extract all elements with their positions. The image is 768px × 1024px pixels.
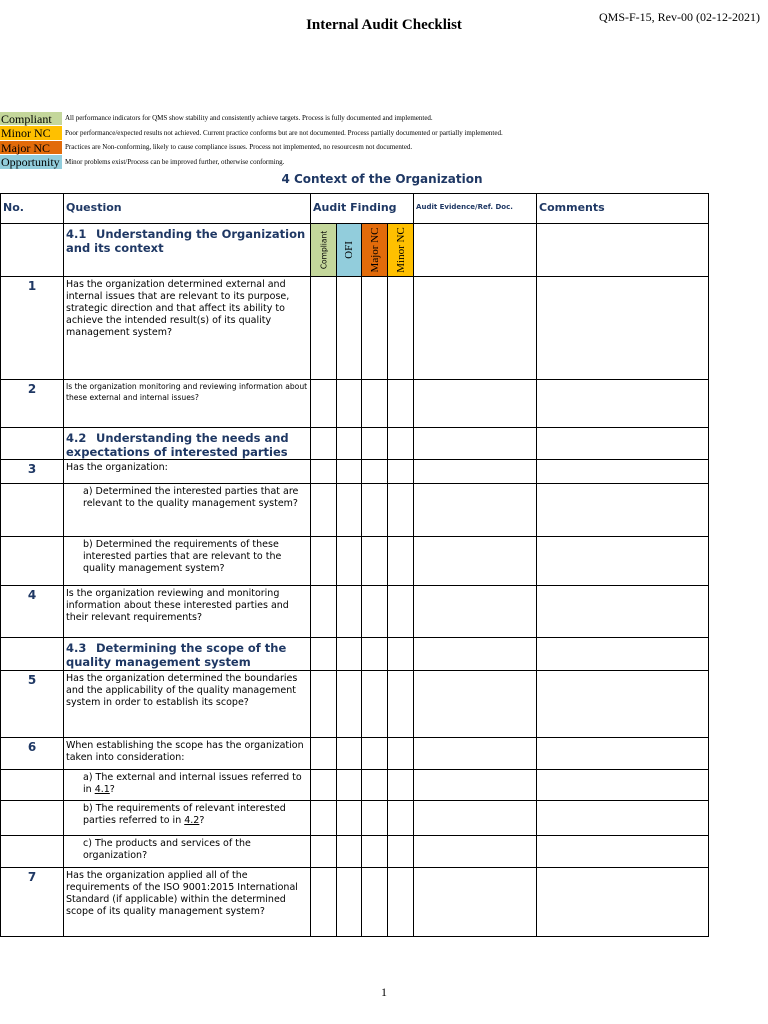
comments-cell[interactable] [537,537,709,586]
finding-cell[interactable] [362,868,388,937]
legend-desc-minor-nc: Poor performance/expected results not achieved. Current practice conforms but are not documented. Process partially documented or partially implemented. [65,128,503,137]
finding-col-compliant: Compliant [311,224,337,277]
legend-row-opportunity [0,155,740,170]
finding-cell[interactable] [311,671,337,738]
finding-cell[interactable] [311,484,337,537]
question-subitem-text: b) The requirements of relevant interested parties referred to in 4.2? [64,801,311,836]
question-number: 6 [1,738,64,770]
section-row-4-3 [1,638,709,671]
question-subitem-text: b) Determined the requirements of these interested parties that are relevant to the quality management system? [64,537,311,586]
finding-col-ofi: OFI [337,224,362,277]
finding-cell[interactable] [311,460,337,484]
section-row-4-2 [1,428,709,460]
header-question: Question [64,194,311,224]
finding-cell[interactable] [337,277,362,380]
finding-cell[interactable] [388,738,414,770]
finding-cell[interactable] [311,380,337,428]
comments-cell[interactable] [537,738,709,770]
evidence-cell[interactable] [414,836,537,868]
table-row [1,836,709,868]
legend [0,111,740,169]
finding-cell[interactable] [362,380,388,428]
finding-cell[interactable] [311,738,337,770]
question-subitem-text: a) Determined the interested parties that are relevant to the quality management system? [64,484,311,537]
evidence-cell[interactable] [414,671,537,738]
comments-cell[interactable] [537,868,709,937]
comments-cell[interactable] [537,460,709,484]
evidence-cell[interactable] [414,868,537,937]
finding-cell[interactable] [337,460,362,484]
question-number: 3 [1,460,64,484]
finding-cell[interactable] [311,537,337,586]
question-text: Has the organization applied all of the requirements of the ISO 9001:2015 International Standard (if applicable) within the determined scope of its quality management system? [64,868,311,937]
finding-cell[interactable] [311,836,337,868]
table-row [1,484,709,537]
section-heading-4-2: 4.2 Understanding the needs and expectations of interested parties [64,428,311,460]
comments-cell[interactable] [537,586,709,638]
question-subitem-text: a) The external and internal issues referred to in 4.1? [64,770,311,801]
finding-cell[interactable] [388,537,414,586]
table-row [1,537,709,586]
legend-row-minor-nc [0,126,740,141]
page-number: 1 [381,985,387,999]
finding-cell[interactable] [362,801,388,836]
legend-swatch-minor-nc: Minor NC [0,126,62,140]
header-no: No. [1,194,64,224]
question-number: 2 [1,380,64,428]
table-row [1,868,709,937]
legend-row-compliant [0,111,740,126]
finding-cell[interactable] [362,671,388,738]
section-heading-4-1: 4.1 Understanding the Organization and its context [64,224,311,277]
table-row [1,380,709,428]
table-row [1,460,709,484]
finding-cell[interactable] [362,484,388,537]
finding-cell[interactable] [362,460,388,484]
question-subitem-text: c) The products and services of the organization? [64,836,311,868]
section-title: 4 Context of the Organization [281,172,483,186]
finding-cell[interactable] [362,537,388,586]
header-audit-finding: Audit Finding [311,194,414,224]
evidence-cell[interactable] [414,537,537,586]
finding-cell[interactable] [388,484,414,537]
comments-cell[interactable] [537,836,709,868]
header-audit-evidence: Audit Evidence/Ref. Doc. [414,194,537,224]
finding-cell[interactable] [337,586,362,638]
finding-cell[interactable] [311,586,337,638]
question-text: When establishing the scope has the organization taken into consideration: [64,738,311,770]
table-row [1,770,709,801]
table-row [1,738,709,770]
finding-cell[interactable] [388,836,414,868]
evidence-cell[interactable] [414,460,537,484]
finding-cell[interactable] [337,836,362,868]
question-text: Has the organization: [64,460,311,484]
finding-cell[interactable] [337,801,362,836]
evidence-cell[interactable] [414,586,537,638]
question-text: Is the organization reviewing and monitoring information about these interested parties and their relevant requirements? [64,586,311,638]
question-number: 1 [1,277,64,380]
finding-cell[interactable] [388,868,414,937]
question-text: Has the organization determined the boundaries and the applicability of the quality management system in order to establish its scope? [64,671,311,738]
document-reference: QMS-F-15, Rev-00 (02-12-2021) [599,10,760,24]
evidence-cell[interactable] [414,277,537,380]
header-comments: Comments [537,194,709,224]
finding-cell[interactable] [388,801,414,836]
finding-cell[interactable] [337,770,362,801]
finding-cell[interactable] [337,537,362,586]
document-title: Internal Audit Checklist [306,17,462,33]
clause-reference-link[interactable]: 4.1 [94,784,110,795]
finding-cell[interactable] [362,277,388,380]
finding-col-minor-nc: Minor NC [388,224,414,277]
finding-cell[interactable] [362,770,388,801]
finding-cell[interactable] [337,738,362,770]
evidence-cell[interactable] [414,738,537,770]
finding-cell[interactable] [337,484,362,537]
finding-cell[interactable] [388,671,414,738]
legend-swatch-opportunity: Opportunity [0,155,62,169]
finding-cell[interactable] [311,801,337,836]
finding-cell[interactable] [388,770,414,801]
audit-checklist-table [0,193,709,937]
comments-cell[interactable] [537,671,709,738]
table-row [1,586,709,638]
finding-cell[interactable] [388,460,414,484]
finding-cell[interactable] [311,868,337,937]
finding-col-major-nc: Major NC [362,224,388,277]
finding-cell[interactable] [388,380,414,428]
table-row [1,277,709,380]
finding-cell[interactable] [337,671,362,738]
finding-cell[interactable] [362,738,388,770]
finding-cell[interactable] [388,277,414,380]
finding-cell[interactable] [337,868,362,937]
comments-cell[interactable] [537,484,709,537]
finding-cell[interactable] [362,836,388,868]
question-text: Has the organization determined external and internal issues that are relevant to its purpose, strategic direction and that affect its ability to achieve the intended result(s) of its quality management system? [64,277,311,380]
evidence-cell[interactable] [414,484,537,537]
legend-desc-opportunity: Minor problems exist/Process can be improved further, otherwise conforming. [65,157,285,166]
finding-cell[interactable] [311,277,337,380]
finding-cell[interactable] [362,586,388,638]
finding-cell[interactable] [388,586,414,638]
question-number: 7 [1,868,64,937]
clause-reference-link[interactable]: 4.2 [184,815,200,826]
question-text: Is the organization monitoring and reviewing information about these external and internal issues? [64,380,311,428]
section-heading-4-3: 4.3 Determining the scope of the quality management system [64,638,311,671]
legend-swatch-major-nc: Major NC [0,141,62,155]
question-number: 5 [1,671,64,738]
question-number: 4 [1,586,64,638]
table-row [1,801,709,836]
legend-row-major-nc [0,140,740,155]
legend-swatch-compliant: Compliant [0,112,62,126]
evidence-cell[interactable] [414,770,537,801]
finding-cell[interactable] [337,380,362,428]
comments-cell[interactable] [537,801,709,836]
evidence-cell[interactable] [414,801,537,836]
finding-cell[interactable] [311,770,337,801]
evidence-cell[interactable] [414,380,537,428]
comments-cell[interactable] [537,380,709,428]
comments-cell[interactable] [537,277,709,380]
section-row-4-1 [1,224,709,277]
legend-desc-major-nc: Practices are Non-conforming, likely to cause compliance issues. Process not implemented, no resourcesm not documented. [65,143,413,152]
comments-cell[interactable] [537,770,709,801]
legend-desc-compliant: All performance indicators for QMS show stability and consistently achieve targets. Process is fully documented and implemented. [65,114,433,123]
table-header-row [1,194,709,224]
table-row [1,671,709,738]
